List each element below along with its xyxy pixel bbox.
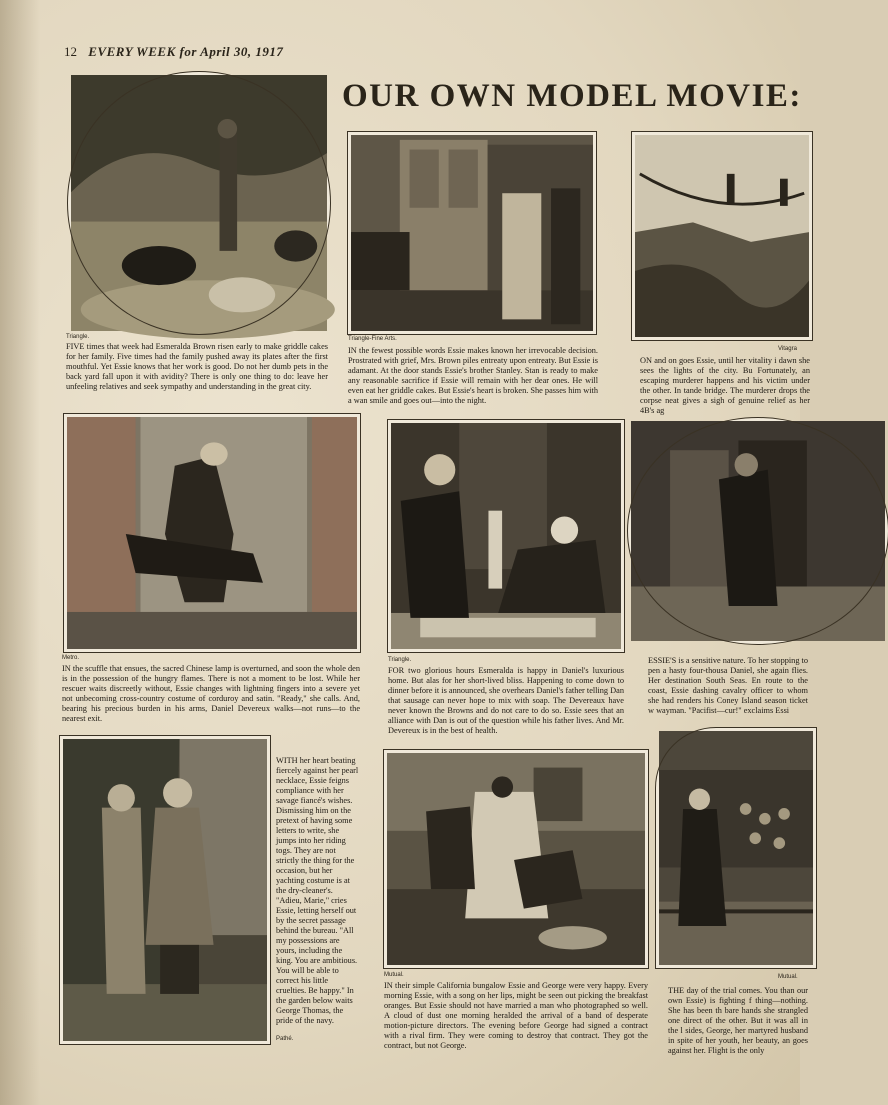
magazine-dateline: EVERY WEEK for April 30, 1917 <box>88 44 284 59</box>
page-number: 12 <box>64 44 77 59</box>
caption-5: FOR two glorious hours Esmeralda is happy in Daniel's luxurious home. But alas for her short-lived bliss. Happening to come down to dinner before it is announced, she overhears Daniel's father telling Dan that sausage can never hope to mix with soap. The Devereaux have never known the Browns and do not care to do so. Essie sees that an alliance with Dan is out of the question while his father lives. And Mr. Devereux is in the best of health. <box>388 666 624 735</box>
photo-credit-2: Triangle-Fine Arts. <box>348 336 397 342</box>
photo-panel-2 <box>348 132 596 334</box>
photo-credit-8: Mutual. <box>384 972 404 978</box>
caption-7: WITH her heart beating fiercely against her pearl necklace, Essie feigns compliance with her savage fiancé's wishes. Dismissing him on the pretext of having some letters to write, she jumps into her riding togs. They are not strictly the thing for the occasion, but her yachting costume is at the dry-cleaner's. "Adieu, Marie," cries Essie, letting herself out by the secret passage behind the bureau. "All my possessions are yours, including the king. You are ambitious. You will be able to correct his little cruelties. Be happy." In the garden below waits George Thomas, the pride of the navy. <box>276 756 359 1025</box>
caption-1: FIVE times that week had Esmeralda Brown risen early to make griddle cakes for her family. Five times had the family pushed away its plates after the first mouthful. Yet Essie knows that her work is good. Do not her dumb pets in the back yard fall upon it with avidity? There is only one thing to do: leave her unfeeling relatives and seek sympathy and understanding in the great city. <box>66 342 328 391</box>
photo-credit-1: Triangle. <box>66 334 90 340</box>
photo-panel-6 <box>628 418 888 644</box>
photo-panel-5 <box>388 420 624 652</box>
photo-panel-7 <box>60 736 270 1044</box>
caption-9: THE day of the trial comes. You than our own Essie) is fighting f thing—nothing. She has been th bare hands she strangled one direct of the other. But it was all in the l sides, George, her martyred husband in spite of her youth, her beauty, an goes against her. Flight is the only <box>668 986 808 1055</box>
article-title: OUR OWN MODEL MOVIE: <box>342 78 802 114</box>
page-header <box>64 44 283 60</box>
caption-2: IN the fewest possible words Essie makes known her irrevocable decision. Prostrated with grief, Mrs. Brown piles entreaty upon entreaty. But Essie is adamant. At the door stands Essie's brother Stanley. Stan is ready to make any reasonable sacrifice if Essie will remain with her dear ones. He will even eat her griddle cakes. But Essie's heart is broken. She passes him with a wan smile and goes out—into the night. <box>348 346 598 405</box>
photo-credit-4: Metro. <box>62 655 80 661</box>
photo-panel-4 <box>64 414 360 652</box>
photo-panel-3 <box>632 132 812 340</box>
photo-panel-9 <box>656 728 816 968</box>
photo-credit-3: Vitagra <box>778 346 797 352</box>
photo-credit-7: Pathé. <box>276 1036 294 1042</box>
photo-panel-8 <box>384 750 648 968</box>
caption-4: IN the scuffle that ensues, the sacred Chinese lamp is overturned, and soon the whole den is in the possession of the hungry flames. There is not a moment to be lost. While her rescuer waits discreetly without, Essie changes with lightning fingers into a severe yet not unbecoming cross-country costume of corduroy and satin. "Ready," she calls. And, bearing his precious burden in his arms, Daniel Devereux walks—not runs—to the nearest exit. <box>62 664 360 723</box>
caption-6: ESSIE'S is a sensitive nature. To her stopping to pen a hasty four-thousa Daniel, she again flies. Her destination South Seas. En route to the coast, Essie dashing cavalry officer to whom she had renders his Coney Island season ticket w wayman. "Pacifist—cur!" exclaims Essi <box>648 656 809 715</box>
photo-credit-9: Mutual. <box>778 974 798 980</box>
caption-8: IN their simple California bungalow Essie and George were very happy. Every morning Essie, with a song on her lips, might be seen out picking the breakfast oranges. But Essie should not have married a man who photographed so well. A cloud of dust one morning heralded the arrival of a band of desperate motion-picture directors. The evening before George had signed a contract with a rival firm. They were coming to destroy that contract. They got the contract, but not George. <box>384 981 648 1050</box>
caption-3: ON and on goes Essie, until her vitality i dawn she sees the lights of the city. Bu Fortunately, an escaping murderer happens and his victim under the other. In tande bridge. The murderer drops the corpse neat gives a sigh of genuine relief as her 4B's ag <box>640 356 810 415</box>
photo-credit-5: Triangle. <box>388 657 412 663</box>
photo-panel-1 <box>68 72 330 334</box>
page-fold-shadow <box>0 0 40 1105</box>
